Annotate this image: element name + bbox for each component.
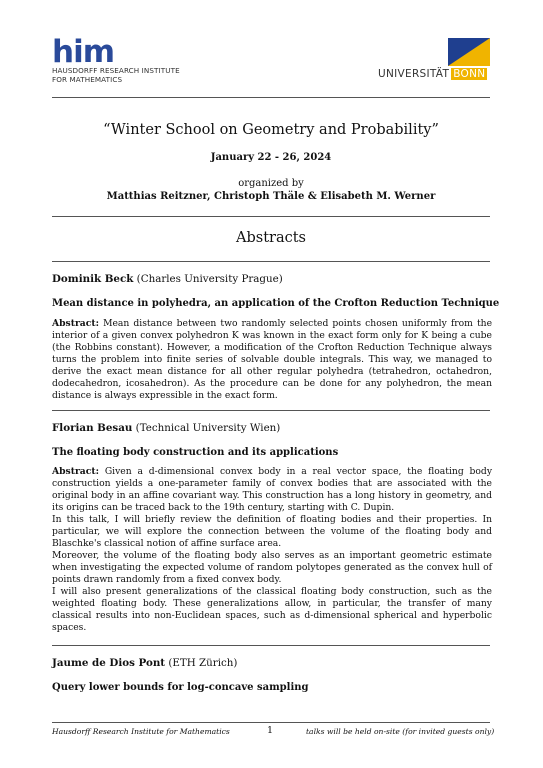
speaker-name: Florian Besau <box>52 422 133 434</box>
speaker-affiliation: (Charles University Prague) <box>136 273 283 285</box>
event-dates: January 22 - 26, 2024 <box>210 152 332 163</box>
page-number: 1 <box>267 725 274 736</box>
abstract-text: Mean distance between two randomly selected points chosen uniformly from the interior of a given convex polyhedron K was known in the exact form only for K being a cube (the Robbins constant). However, a modification of the Crofton Reduction Technique always turns the problem into finite series of solvable double integrals. This way, we managed to derive the exact mean distance for all other regular polyhedra (tetrahedron, octahedron, dodecahedron, icosahedron). As the procedure can be done for any polyhedron, the mean distance is always expressible in the exact form. <box>52 318 493 401</box>
speaker-line <box>52 422 492 435</box>
abstract-text: Given a d-dimensional convex body in a real vector space, the floating body construction yields a one-parameter family of convex bodies that are associated with the original body in an affine covariant way. This construction has a long history in geometry, and its origins can be traced back to the 19th century, starting with C. Dupin. <box>52 466 493 513</box>
him-logo-line1: HAUSDORFF RESEARCH INSTITUTE <box>52 66 180 75</box>
him-logo <box>52 34 180 84</box>
talk-title: Query lower bounds for log-concave sampling <box>52 682 309 693</box>
header-divider <box>52 97 490 98</box>
footer-divider <box>52 722 490 723</box>
event-title: “Winter School on Geometry and Probability” <box>103 122 439 138</box>
speaker-affiliation: (ETH Zürich) <box>168 657 238 669</box>
talk-title: The floating body construction and its applications <box>52 447 339 458</box>
abstract-paragraph: Moreover, the volume of the floating body also serves as an important geometric estimate when investigating the expected volume of random polytopes generated as the convex hull of points drawn randomly from a fixed convex body. <box>52 550 492 585</box>
abstract-label: Abstract: <box>52 466 99 477</box>
divider <box>52 261 490 262</box>
him-logo-line2: FOR MATHEMATICS <box>52 74 123 84</box>
speaker-line <box>52 273 492 286</box>
abstract-paragraph: I will also present generalizations of the classical floating body construction, such as the weighted floating body. These generalizations allow, in particular, the transfer of many classical results into non-Euclidean spaces, such as d-dimensional spherical and hyperbolic spaces. <box>52 586 492 633</box>
him-logo-wordmark: him <box>52 34 114 70</box>
footer-note: talks will be held on-site (for invited guests only) <box>306 727 495 736</box>
divider <box>52 645 490 646</box>
abstract-paragraph <box>52 466 492 514</box>
divider <box>52 410 490 411</box>
abstract-paragraph: In this talk, I will briefly review the definition of floating bodies and their properties. In particular, we will explore the connection between the volume of the floating body and Blaschke's classical notion of affine surface area. <box>52 514 492 549</box>
divider <box>52 216 490 217</box>
speaker-name: Jaume de Dios Pont <box>52 657 166 669</box>
footer-institute: Hausdorff Research Institute for Mathematics <box>52 727 230 736</box>
speaker-line <box>52 657 492 670</box>
section-title: Abstracts <box>236 230 306 246</box>
speaker-name: Dominik Beck <box>52 273 134 285</box>
organized-by-label: organized by <box>238 178 304 189</box>
abstract-paragraph <box>52 318 492 402</box>
uni-wordmark-main: UNIVERSITÄT <box>378 68 450 80</box>
abstract-body <box>52 466 492 634</box>
abstract-body <box>52 318 492 402</box>
speaker-affiliation: (Technical University Wien) <box>135 422 281 434</box>
uni-wordmark-bonn: BONN <box>453 68 486 80</box>
organizers: Matthias Reitzner, Christoph Thäle & Elisabeth M. Werner <box>106 191 436 202</box>
abstract-label: Abstract: <box>52 318 99 329</box>
university-bonn-wordmark <box>378 68 487 81</box>
talk-title: Mean distance in polyhedra, an application of the Crofton Reduction Technique <box>52 298 500 309</box>
